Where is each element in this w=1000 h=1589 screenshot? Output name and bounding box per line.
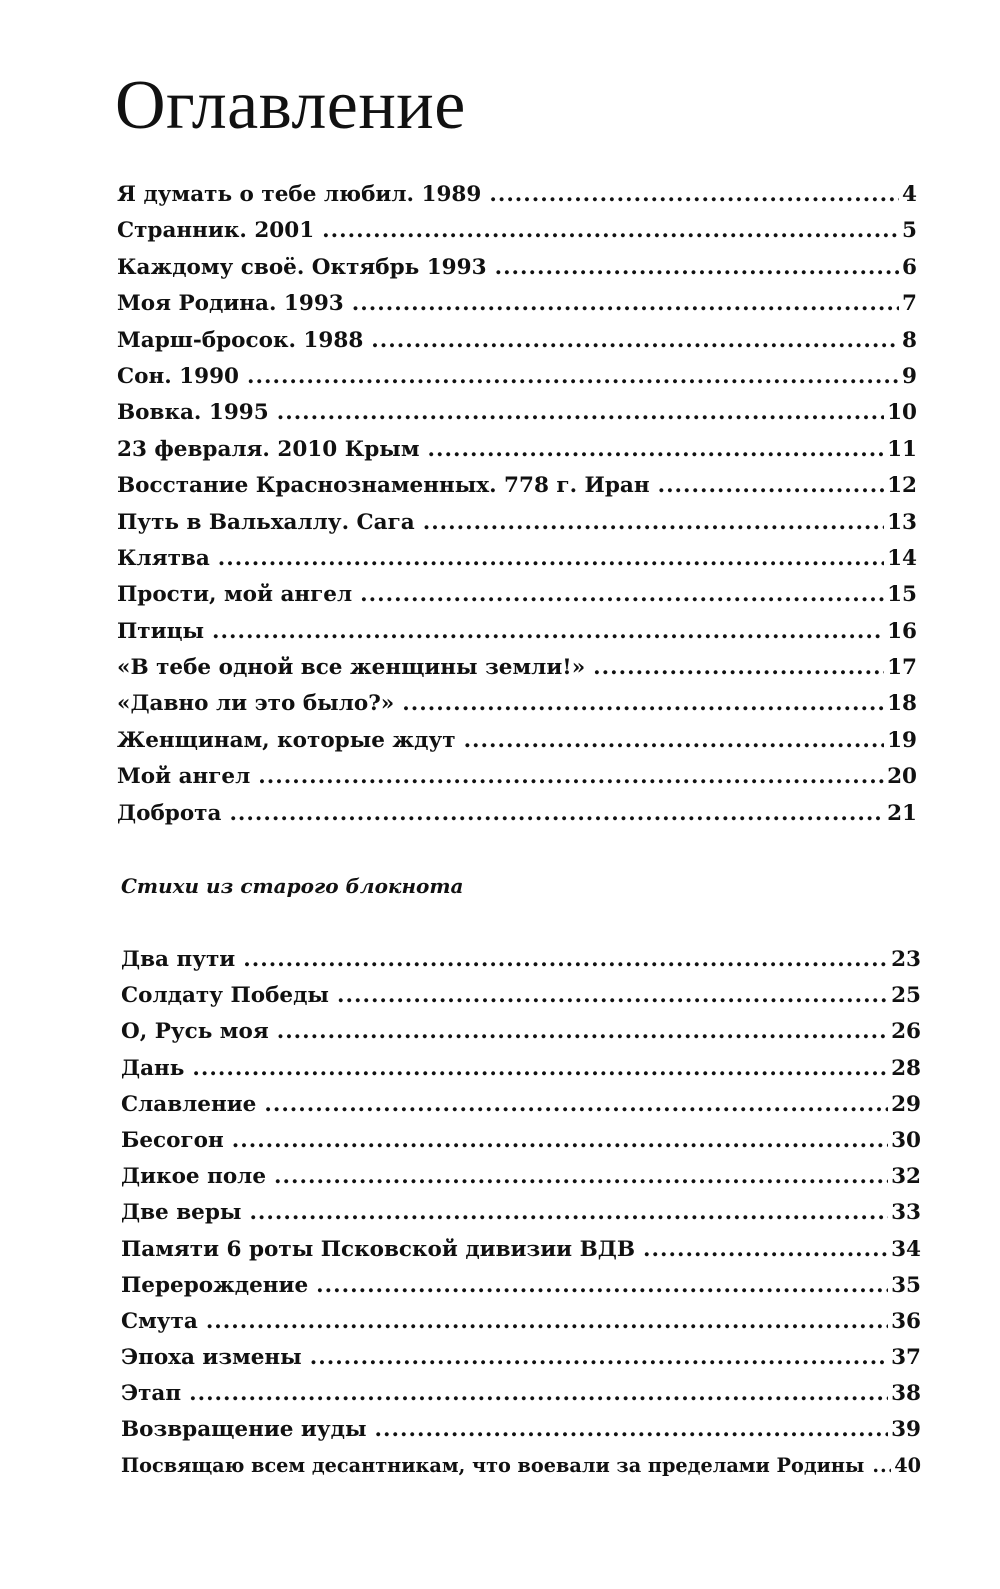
toc-entry-title: Посвящаю всем десантникам, что воевали за пределами Родины (121, 1453, 865, 1477)
dot-leader (593, 655, 884, 680)
toc-entry (121, 1417, 921, 1453)
dot-leader (872, 1454, 891, 1477)
toc-entry (117, 655, 917, 691)
dot-leader (212, 619, 884, 644)
toc-entry-title: Вовка. 1995 (117, 400, 269, 426)
toc-entry-page: 23 (891, 947, 921, 972)
toc-entry-page: 19 (887, 727, 917, 753)
dot-leader (243, 947, 888, 972)
toc-entry (121, 1345, 921, 1381)
toc-entry-title: Солдату Победы (121, 983, 329, 1009)
toc-entry-title: Бесогон (121, 1127, 224, 1153)
dot-leader (337, 983, 888, 1008)
dot-leader (264, 1092, 888, 1117)
dot-leader (310, 1345, 888, 1370)
toc-entry (117, 764, 917, 800)
toc-entry-title: Перерождение (121, 1272, 309, 1298)
dot-leader (189, 1381, 888, 1406)
dot-leader (495, 255, 899, 280)
dot-leader (423, 510, 884, 535)
toc-entry (117, 582, 917, 618)
toc-entry (117, 182, 917, 218)
toc-entry (121, 1381, 921, 1417)
toc-entry-page: 18 (887, 691, 917, 717)
dot-leader (258, 764, 884, 789)
toc-entry-title: Марш-бросок. 1988 (117, 327, 364, 353)
toc-entry-page: 14 (887, 545, 917, 571)
toc-entry-title: Смута (121, 1308, 198, 1334)
toc-entry (121, 1309, 921, 1345)
toc-entry-page: 26 (891, 1019, 921, 1045)
toc-entry (121, 947, 921, 983)
toc-entry-title: Дань (121, 1055, 185, 1081)
dot-leader (464, 728, 885, 753)
toc-entry-title: Я думать о тебе любил. 1989 (117, 182, 482, 207)
toc-entry-page: 10 (887, 400, 917, 426)
section-heading: Стихи из старого блокнота (121, 874, 464, 898)
toc-entry (117, 437, 917, 473)
toc-entry (117, 510, 917, 546)
toc-entry-title: Сон. 1990 (117, 363, 239, 389)
toc-entry-page: 29 (891, 1091, 921, 1117)
toc-entry-page: 37 (891, 1345, 921, 1371)
toc-entry-page: 4 (902, 182, 917, 207)
toc-entry-title: Две веры (121, 1200, 242, 1226)
dot-leader (277, 1019, 888, 1044)
dot-leader (192, 1056, 888, 1081)
toc-entry-page: 6 (902, 254, 917, 280)
toc-entry (121, 1128, 921, 1164)
toc-entry-title: О, Русь моя (121, 1019, 269, 1045)
dot-leader (375, 1417, 889, 1442)
toc-entry-page: 13 (887, 509, 917, 535)
toc-entry (121, 983, 921, 1019)
toc-entry-page: 36 (891, 1308, 921, 1334)
toc-entry-page: 15 (887, 582, 917, 608)
toc-entry-title: Возвращение иуды (121, 1417, 367, 1443)
toc-entry (121, 1056, 921, 1092)
dot-leader (316, 1273, 888, 1298)
toc-entry-title: Клятва (117, 545, 210, 571)
dot-leader (658, 473, 885, 498)
toc-entry (121, 1164, 921, 1200)
dot-leader (277, 400, 884, 425)
toc-entry (117, 473, 917, 509)
toc-entry (121, 1237, 921, 1273)
toc-entry (117, 328, 917, 364)
dot-leader (206, 1309, 888, 1334)
toc-section-notebook (121, 947, 921, 1490)
toc-entry (117, 400, 917, 436)
toc-entry-title: Памяти 6 роты Псковской дивизии ВДВ (121, 1236, 636, 1262)
toc-entry-page: 39 (891, 1417, 921, 1443)
toc-entry-page: 38 (891, 1381, 921, 1407)
dot-leader (274, 1164, 888, 1189)
dot-leader (489, 182, 899, 207)
toc-entry (121, 1200, 921, 1236)
toc-entry-page: 8 (902, 327, 917, 353)
dot-leader (352, 291, 899, 316)
toc-entry-page: 12 (887, 473, 917, 499)
toc-entry-title: Два пути (121, 947, 236, 972)
toc-entry-title: Моя Родина. 1993 (117, 291, 344, 317)
dot-leader (247, 364, 899, 389)
toc-entry-title: Женщинам, которые ждут (117, 727, 456, 753)
toc-entry (117, 691, 917, 727)
toc-entry-page: 32 (891, 1164, 921, 1190)
toc-entry (121, 1019, 921, 1055)
toc-entry-title: 23 февраля. 2010 Крым (117, 436, 420, 462)
dot-leader (371, 328, 899, 353)
toc-entry-title: Славление (121, 1091, 257, 1117)
toc-entry-page: 33 (891, 1200, 921, 1226)
toc-entry-page: 20 (887, 764, 917, 790)
toc-entry-page: 5 (902, 218, 917, 244)
toc-entry-title: Дикое поле (121, 1164, 267, 1190)
dot-leader (229, 801, 884, 826)
toc-entry-page: 16 (887, 618, 917, 644)
toc-entry (121, 1273, 921, 1309)
toc-entry-title: Эпоха измены (121, 1345, 302, 1371)
toc-entry-title: «В тебе одной все женщины земли!» (117, 655, 586, 681)
toc-entry-title: «Давно ли это было?» (117, 691, 395, 717)
toc-entry-page: 25 (891, 983, 921, 1009)
dot-leader (428, 437, 885, 462)
toc-entry (117, 364, 917, 400)
toc-section-main (117, 182, 917, 837)
dot-leader (218, 546, 884, 571)
toc-entry-page: 9 (902, 363, 917, 389)
toc-entry-title: Птицы (117, 618, 205, 644)
toc-entry-title: Мой ангел (117, 764, 251, 790)
toc-entry-page: 21 (887, 800, 917, 826)
toc-entry-title: Каждому своё. Октябрь 1993 (117, 254, 487, 280)
toc-entry-title: Доброта (117, 800, 222, 826)
toc-entry-title: Странник. 2001 (117, 218, 315, 244)
dot-leader (322, 218, 899, 243)
dot-leader (402, 691, 884, 716)
toc-entry-page: 35 (891, 1272, 921, 1298)
dot-leader (232, 1128, 888, 1153)
dot-leader (643, 1237, 888, 1262)
toc-entry-page: 40 (894, 1453, 921, 1477)
toc-entry (117, 801, 917, 837)
page-title: Оглавление (115, 67, 466, 144)
toc-entry-title: Восстание Краснознаменных. 778 г. Иран (117, 473, 650, 499)
toc-entry-title: Этап (121, 1381, 182, 1407)
toc-entry-page: 28 (891, 1055, 921, 1081)
toc-entry (121, 1454, 921, 1490)
toc-entry (117, 218, 917, 254)
toc-entry (117, 546, 917, 582)
toc-entry-page: 11 (887, 436, 917, 462)
toc-entry-page: 17 (887, 655, 917, 681)
toc-entry-title: Путь в Вальхаллу. Сага (117, 509, 415, 535)
toc-entry (117, 255, 917, 291)
toc-entry (117, 619, 917, 655)
toc-entry-title: Прости, мой ангел (117, 582, 353, 608)
toc-entry-page: 7 (902, 291, 917, 317)
toc-entry-page: 30 (891, 1127, 921, 1153)
toc-entry (117, 291, 917, 327)
toc-entry (117, 728, 917, 764)
dot-leader (360, 582, 884, 607)
toc-entry-page: 34 (891, 1236, 921, 1262)
toc-entry (121, 1092, 921, 1128)
dot-leader (249, 1200, 888, 1225)
